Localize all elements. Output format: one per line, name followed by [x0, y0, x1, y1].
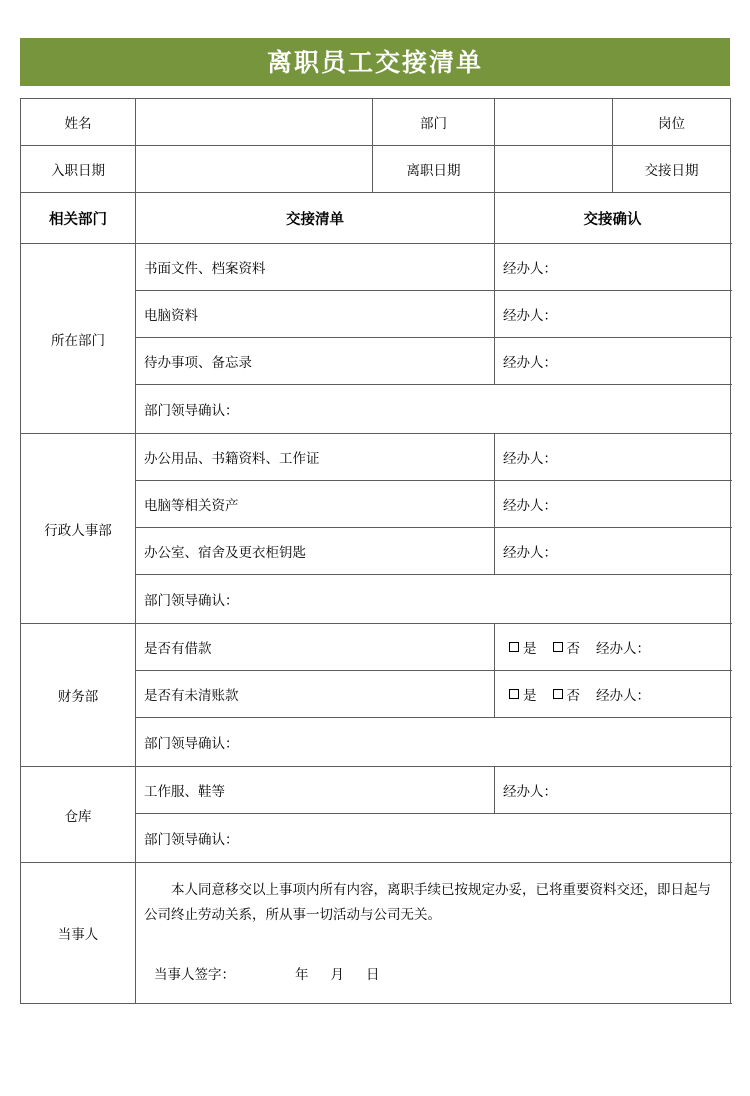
handler-field[interactable]: 经办人： — [596, 641, 650, 657]
handler-field[interactable]: 经办人： — [495, 291, 731, 338]
checkbox-icon-no[interactable] — [553, 642, 563, 652]
checkbox-icon-no[interactable] — [553, 689, 563, 699]
label-handover-date: 交接日期 — [613, 146, 731, 193]
handler-field[interactable]: 经办人： — [596, 688, 650, 704]
section-label-finance: 财务部 — [21, 624, 136, 767]
field-hire-date-value[interactable] — [136, 146, 373, 193]
checkbox-label-yes: 是 — [523, 688, 537, 704]
handler-field[interactable]: 经办人： — [495, 338, 731, 385]
declaration-row — [21, 863, 731, 1004]
checkbox-icon-yes[interactable] — [509, 689, 519, 699]
document-title-banner — [20, 38, 730, 86]
table-column-header-row — [21, 193, 731, 244]
signature-line[interactable] — [144, 963, 722, 988]
section-label-own-department: 所在部门 — [21, 244, 136, 434]
declaration-text: 本人同意移交以上事项内所有内容，离职手续已按规定办妥，已将重要资料交还，即日起与公司终止劳动关系，所从事一切活动与公司无关。 — [144, 881, 711, 923]
table-row — [21, 767, 731, 814]
item-label: 是否有未清账款 — [136, 671, 495, 718]
document-page — [0, 38, 750, 1096]
header-handover-confirm: 交接确认 — [495, 193, 731, 244]
checkbox-icon-yes[interactable] — [509, 642, 519, 652]
leader-confirm-field[interactable]: 部门领导确认： — [136, 814, 731, 863]
section-label-party: 当事人 — [21, 863, 136, 1004]
section-label-warehouse: 仓库 — [21, 767, 136, 863]
item-label: 办公用品、书籍资料、工作证 — [136, 434, 495, 481]
item-label: 电脑资料 — [136, 291, 495, 338]
table-row — [21, 624, 731, 671]
employee-info-row-1 — [21, 99, 731, 146]
page-title: 离职员工交接清单 — [266, 47, 483, 77]
field-name-value[interactable] — [136, 99, 373, 146]
date-year-label: 年 — [295, 967, 309, 984]
handover-form-table — [20, 98, 731, 1004]
choice-confirm-cell[interactable] — [495, 624, 731, 671]
signature-label: 当事人签字： — [154, 967, 235, 984]
field-resign-date-value[interactable] — [495, 146, 613, 193]
handler-field[interactable]: 经办人： — [495, 481, 731, 528]
choice-group-unsettled[interactable] — [503, 684, 650, 704]
label-department: 部门 — [373, 99, 495, 146]
item-label: 电脑等相关资产 — [136, 481, 495, 528]
item-label: 待办事项、备忘录 — [136, 338, 495, 385]
item-label: 工作服、鞋等 — [136, 767, 495, 814]
employee-info-row-2 — [21, 146, 731, 193]
leader-confirm-field[interactable]: 部门领导确认： — [136, 718, 731, 767]
choice-group-loan[interactable] — [503, 637, 650, 657]
item-label: 是否有借款 — [136, 624, 495, 671]
leader-confirm-field[interactable]: 部门领导确认： — [136, 575, 731, 624]
checkbox-label-no: 否 — [566, 641, 580, 657]
handler-field[interactable]: 经办人： — [495, 767, 731, 814]
date-day-label: 日 — [366, 967, 380, 984]
handler-field[interactable]: 经办人： — [495, 244, 731, 291]
label-name: 姓名 — [21, 99, 136, 146]
item-label: 书面文件、档案资料 — [136, 244, 495, 291]
section-label-hr-admin: 行政人事部 — [21, 434, 136, 624]
label-position: 岗位 — [613, 99, 731, 146]
declaration-cell — [136, 863, 731, 1004]
table-row — [21, 244, 731, 291]
label-hire-date: 入职日期 — [21, 146, 136, 193]
header-handover-list: 交接清单 — [136, 193, 495, 244]
checkbox-label-yes: 是 — [523, 641, 537, 657]
item-label: 办公室、宿舍及更衣柜钥匙 — [136, 528, 495, 575]
leader-confirm-field[interactable]: 部门领导确认： — [136, 385, 731, 434]
checkbox-label-no: 否 — [566, 688, 580, 704]
date-month-label: 月 — [330, 967, 344, 984]
header-related-department: 相关部门 — [21, 193, 136, 244]
table-row — [21, 434, 731, 481]
choice-confirm-cell[interactable] — [495, 671, 731, 718]
field-department-value[interactable] — [495, 99, 613, 146]
label-resign-date: 离职日期 — [373, 146, 495, 193]
handler-field[interactable]: 经办人： — [495, 434, 731, 481]
handler-field[interactable]: 经办人： — [495, 528, 731, 575]
